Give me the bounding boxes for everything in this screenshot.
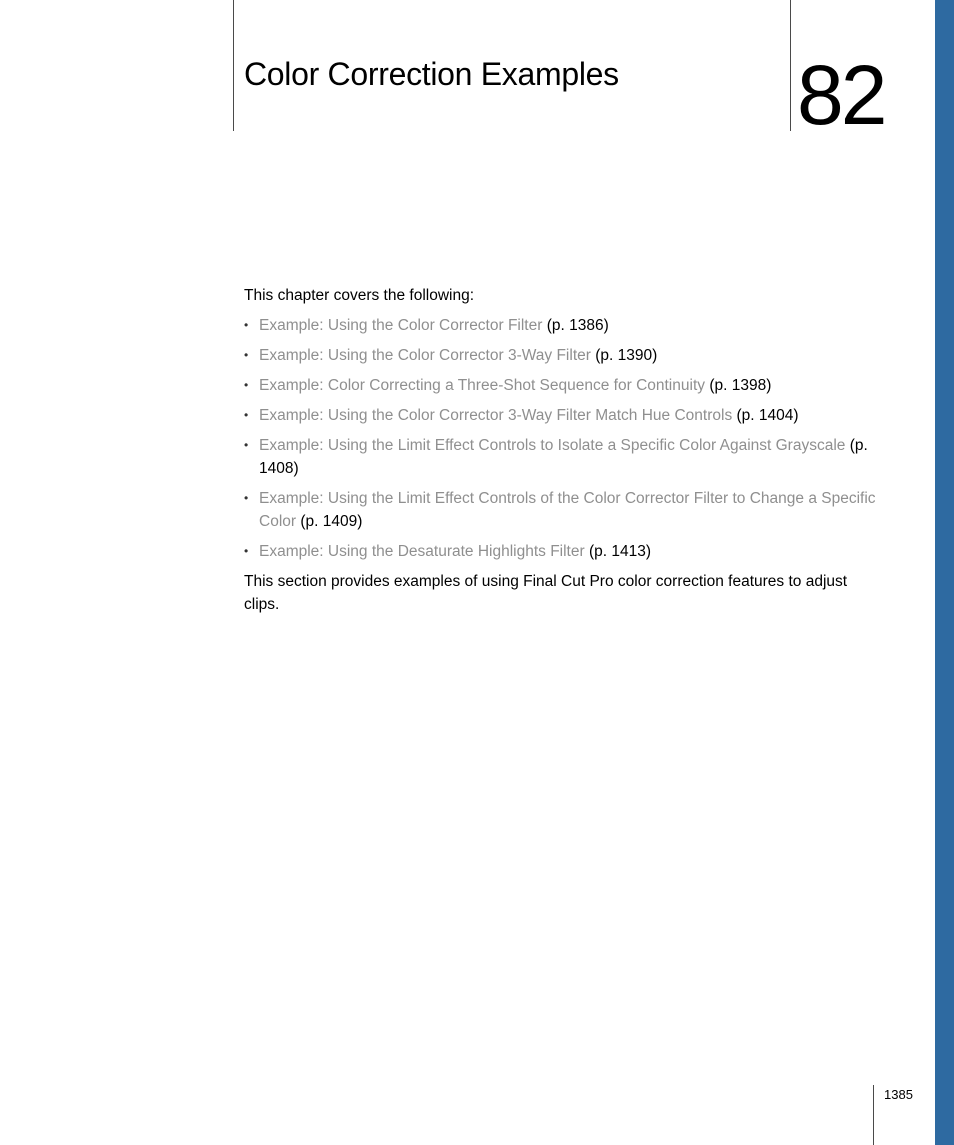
toc-link[interactable]: Example: Using the Limit Effect Controls of the Color Corrector Filter to Change a Specific Color: [259, 490, 876, 530]
toc-page-ref: (p. 1390): [595, 347, 658, 364]
toc-page-ref: (p. 1404): [736, 407, 799, 424]
bullet-icon: •: [244, 544, 249, 558]
chapter-content: [244, 284, 884, 616]
toc-page-ref: (p. 1408): [259, 437, 868, 477]
toc-item: [244, 540, 884, 563]
toc-link[interactable]: Example: Using the Color Corrector Filter: [259, 317, 543, 334]
bullet-icon: •: [244, 438, 249, 452]
toc-page-ref: (p. 1413): [588, 543, 652, 560]
toc-item: [244, 374, 884, 397]
bullet-icon: •: [244, 348, 249, 362]
toc-link[interactable]: Example: Using the Desaturate Highlights Filter: [259, 543, 585, 560]
toc-link[interactable]: Example: Using the Color Corrector 3-Way Filter: [259, 347, 591, 364]
bullet-icon: •: [244, 318, 249, 332]
page-number: 1385: [884, 1087, 913, 1102]
chapter-title: Color Correction Examples: [244, 56, 619, 92]
toc-page-ref: (p. 1409): [300, 513, 363, 530]
chapter-number: 82: [797, 48, 885, 142]
bullet-icon: •: [244, 491, 249, 505]
toc-list: [244, 314, 884, 563]
bullet-icon: •: [244, 378, 249, 392]
toc-link[interactable]: Example: Using the Color Corrector 3-Way Filter Match Hue Controls: [259, 407, 733, 424]
bullet-icon: •: [244, 408, 249, 422]
toc-page-ref: (p. 1398): [709, 377, 772, 394]
intro-text: This chapter covers the following:: [244, 287, 475, 304]
summary-text: This section provides examples of using Final Cut Pro color correction features to adjust clips.: [244, 573, 848, 613]
toc-link[interactable]: Example: Using the Limit Effect Controls to Isolate a Specific Color Against Grayscale: [259, 437, 846, 454]
toc-item: [244, 487, 884, 533]
toc-page-ref: (p. 1386): [546, 317, 609, 334]
toc-item: [244, 314, 884, 337]
footer-rule: [873, 1085, 874, 1145]
toc-item: [244, 404, 884, 427]
toc-item: [244, 434, 884, 480]
header-rule-right: [790, 0, 791, 131]
accent-sidebar-bar: [935, 0, 954, 1145]
toc-link[interactable]: Example: Color Correcting a Three-Shot Sequence for Continuity: [259, 377, 705, 394]
header-rule-left: [233, 0, 234, 131]
toc-item: [244, 344, 884, 367]
